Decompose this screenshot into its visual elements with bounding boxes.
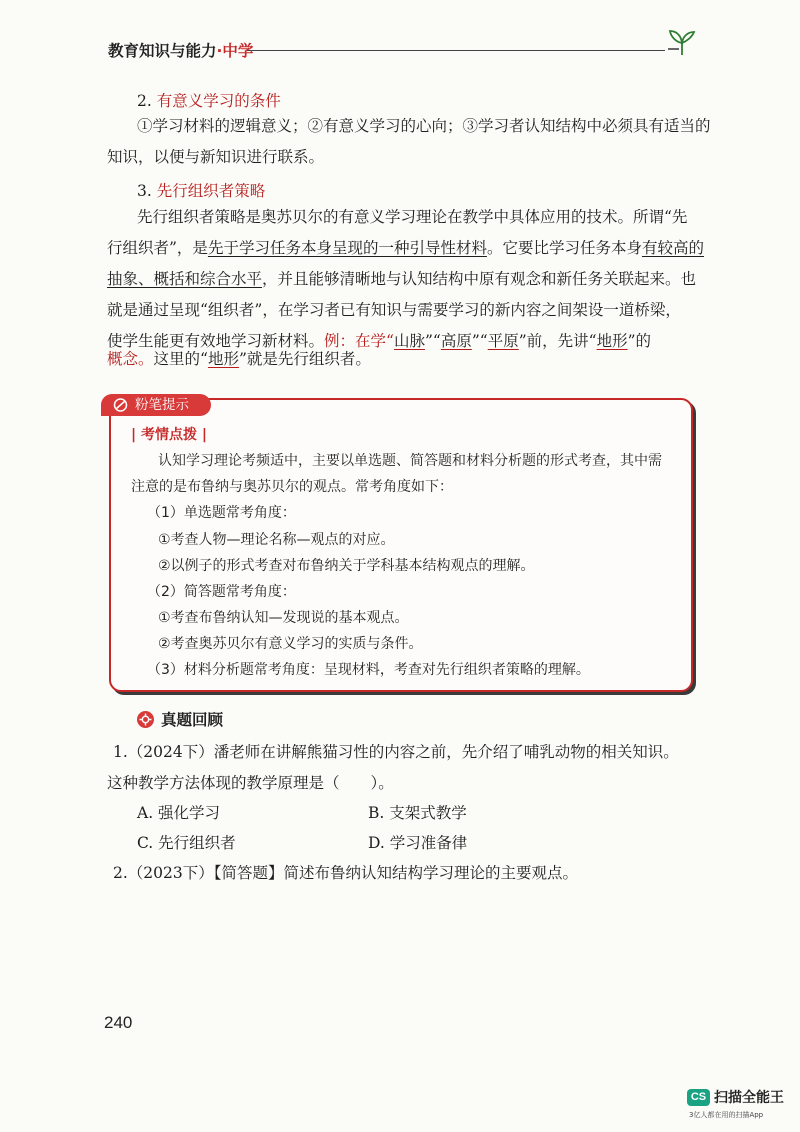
- text-span: 使学生能更有效地学习新材料。: [107, 332, 325, 350]
- section-2-line-1: ①学习材料的逻辑意义；②有意义学习的心向；③学习者认知结构中必须具有适当的: [137, 117, 711, 135]
- tip-line-1: 认知学习理论考频适中，主要以单选题、简答题和材料分析题的形式考查，其中需: [158, 453, 662, 469]
- text-span: 。: [355, 350, 371, 368]
- section-3-line-1: 先行组织者策略是奥苏贝尔的有意义学习理论在教学中具体应用的技术。所谓“先: [137, 208, 688, 226]
- text-span: ”的: [627, 332, 652, 350]
- term-mountain: 山脉: [393, 332, 425, 350]
- option-a: A. 强化学习: [137, 804, 221, 822]
- term-landform: 地形: [596, 332, 628, 350]
- header-rule: [247, 50, 665, 51]
- scanner-name: 扫描全能王: [714, 1090, 784, 1106]
- text-span: 这里的“: [153, 350, 208, 368]
- section-3-heading: [137, 179, 265, 201]
- section-3-line-6: [107, 343, 371, 375]
- underlined-feature: 抽象、概括和综合水平: [107, 270, 263, 288]
- text-span: ，并且能够清晰地与认知结构中原有观念和新任务关联起来。也: [262, 270, 697, 288]
- section-3-number: 3.: [137, 182, 152, 200]
- text-span: ”“: [471, 332, 488, 350]
- term-plain: 平原: [487, 332, 519, 350]
- tip-line-5: ②以例子的形式考查对布鲁纳关于学科基本结构观点的理解。: [158, 558, 535, 574]
- section-2-line-2: 知识，以便与新知识进行联系。: [107, 148, 325, 166]
- term-landform: 地形: [207, 350, 239, 368]
- section-2-title: 有意义学习的条件: [156, 92, 281, 110]
- tip-line-8: ②考查奥苏贝尔有意义学习的实质与条件。: [158, 636, 423, 652]
- scanner-tagline: 3亿人都在用的扫描App: [689, 1111, 764, 1119]
- underlined-definition: 先于学习任务本身呈现的一种引导性材料: [207, 239, 487, 257]
- text-span: 行组织者”，是: [107, 239, 208, 257]
- question-2: 2.（2023下）【简答题】简述布鲁纳认知结构学习理论的主要观点。: [113, 864, 578, 882]
- tip-line-6: （2）简答题常考角度：: [147, 584, 296, 600]
- option-d: D. 学习准备律: [368, 834, 468, 852]
- tip-heading: | 考情点拨 |: [131, 427, 207, 443]
- section-3-line-3: [107, 263, 696, 295]
- review-title: 真题回顾: [161, 711, 224, 729]
- page-number: 240: [104, 1013, 133, 1032]
- example-label: 例：在学“: [324, 332, 394, 350]
- option-b: B. 支架式教学: [368, 804, 467, 822]
- option-c: C. 先行组织者: [137, 834, 236, 852]
- tip-line-7: ①考查布鲁纳认知—发现说的基本观点。: [158, 610, 409, 626]
- tip-line-4: ①考查人物—理论名称—观点的对应。: [158, 532, 395, 548]
- text-span: ”就是先行组织者: [238, 350, 356, 368]
- section-3-line-4: 就是通过呈现“组织者”，在学习者已有知识与需要学习的新内容之间架设一道桥梁，: [107, 301, 681, 319]
- sprout-icon: [665, 27, 699, 57]
- text-span: ”“: [424, 332, 441, 350]
- header-subject: 教育知识与能力: [108, 42, 217, 60]
- tip-tab: [101, 394, 211, 416]
- scanner-logo: CS: [687, 1089, 710, 1106]
- review-icon: [137, 711, 154, 728]
- tip-tab-label: 粉笔提示: [135, 397, 189, 413]
- text-span: ”前，先讲“: [518, 332, 597, 350]
- term-plateau: 高原: [440, 332, 472, 350]
- running-header: [108, 39, 253, 61]
- header-stage: 中学: [222, 42, 254, 60]
- tip-line-3: （1）单选题常考角度：: [147, 505, 296, 521]
- underlined-feature: 有较高的: [641, 239, 704, 257]
- header-separator: ·: [216, 42, 223, 60]
- chalk-icon: [113, 398, 128, 412]
- question-1-line-2: 这种教学方法体现的教学原理是（ ）。: [107, 774, 394, 792]
- review-glyph-icon: [137, 711, 154, 728]
- tip-line-9: （3）材料分析题常考角度：呈现材料，考查对先行组织者策略的理解。: [147, 662, 590, 678]
- text-span: 。它要比学习任务本身: [486, 239, 642, 257]
- section-2-number: 2.: [137, 92, 152, 110]
- text-span: 概念。: [107, 350, 154, 368]
- section-3-line-2: [107, 232, 704, 264]
- section-3-title: 先行组织者策略: [156, 182, 266, 200]
- tip-line-2: 注意的是布鲁纳与奥苏贝尔的观点。常考角度如下：: [131, 479, 453, 495]
- question-1-line-1: 1.（2024下）潘老师在讲解熊猫习性的内容之前，先介绍了哺乳动物的相关知识。: [113, 743, 679, 761]
- section-2-heading: [137, 89, 281, 111]
